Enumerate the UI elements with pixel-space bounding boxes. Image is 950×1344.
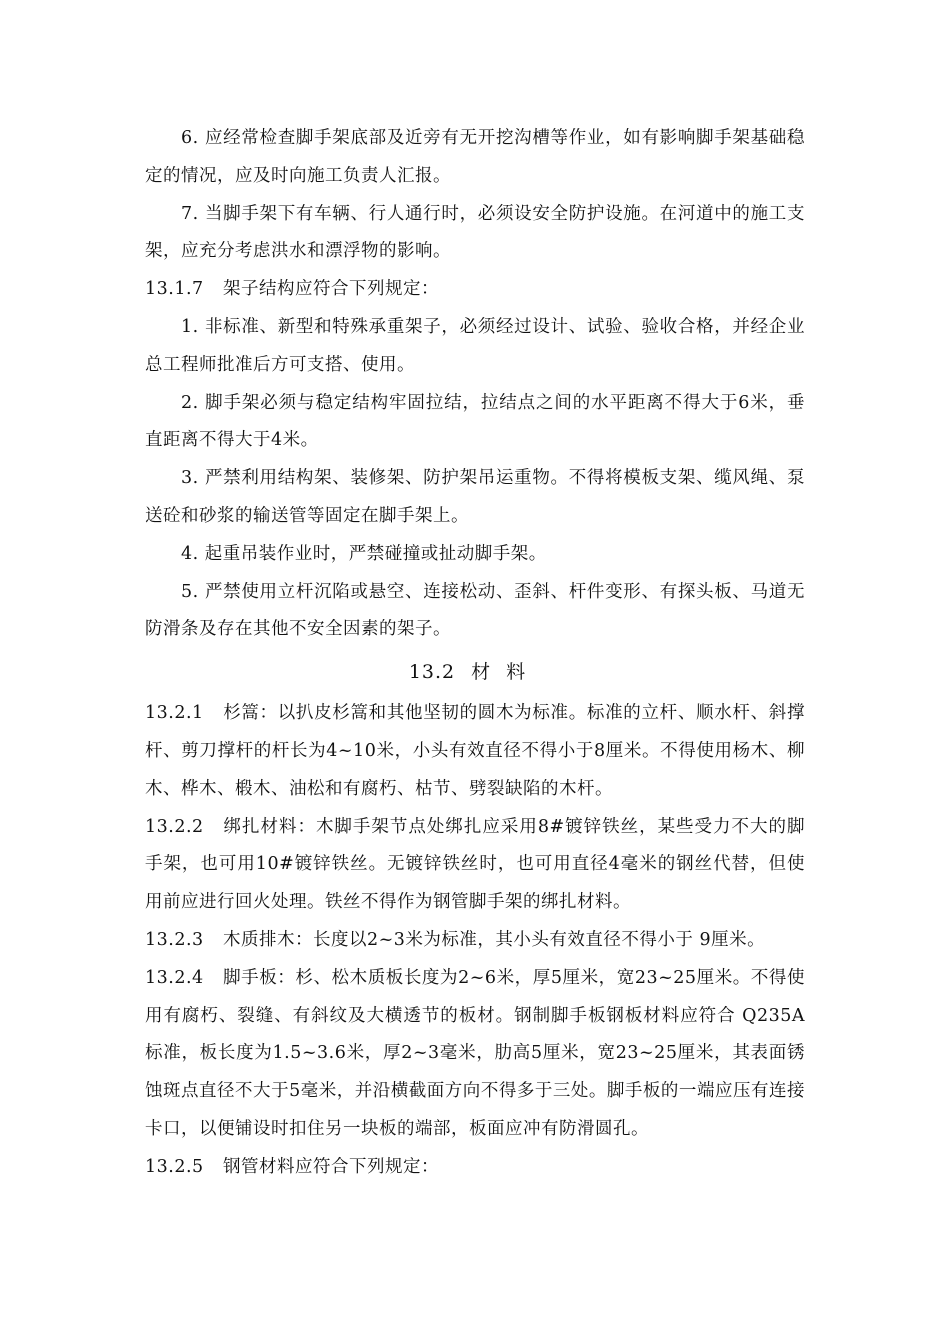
item-number: 1. [181, 316, 199, 337]
list-item-1 [145, 309, 805, 385]
list-item-2 [145, 385, 805, 461]
clause-number: 13.2.5 [145, 1156, 204, 1177]
item-number: 5. [181, 581, 199, 602]
document-body [145, 120, 805, 1187]
item-number: 4. [181, 543, 199, 564]
clause-13-2-4 [145, 960, 805, 1149]
section-heading [145, 649, 805, 695]
clause-13-2-1 [145, 695, 805, 808]
clause-number: 13.2.3 [145, 929, 204, 950]
clause-number: 13.2.1 [145, 703, 204, 724]
item-text: 脚手架必须与稳定结构牢固拉结，拉结点之间的水平距离不得大于6米，垂直距离不得大于4米。 [145, 392, 805, 451]
clause-13-1-7 [145, 271, 805, 309]
item-number: 2. [181, 392, 199, 413]
list-item-5 [145, 574, 805, 650]
clause-13-2-2 [145, 809, 805, 922]
clause-text: 绑扎材料：木脚手架节点处绑扎应采用8#镀锌铁丝，某些受力不大的脚手架，也可用10#镀锌铁丝。无镀锌铁丝时，也可用直径4毫米的钢丝代替，但使用前应进行回火处理。铁丝不得作为钢管脚手架的绑扎材料。 [145, 816, 805, 913]
list-item-4 [145, 536, 805, 574]
section-number: 13.2 [408, 661, 456, 684]
item-number: 6. [181, 128, 199, 148]
clause-text: 杉篙：以扒皮杉篙和其他坚韧的圆木为标准。标准的立杆、顺水杆、斜撑杆、剪刀撑杆的杆长为4~10米，小头有效直径不得小于8厘米。不得使用杨木、柳木、桦木、椴木、油松和有腐朽、枯节、劈裂缺陷的木杆。 [145, 703, 805, 799]
item-text: 应经常检查脚手架底部及近旁有无开挖沟槽等作业，如有影响脚手架基础稳定的情况，应及时向施工负责人汇报。 [145, 128, 805, 186]
clause-text: 钢管材料应符合下列规定： [223, 1156, 439, 1177]
list-item-3 [145, 460, 805, 536]
item-number: 7. [181, 203, 199, 224]
clause-text: 脚手板：杉、松木质板长度为2~6米，厚5厘米，宽23~25厘米。不得使用有腐朽、裂缝、有斜纹及大横透节的板材。钢制脚手板钢板材料应符合 Q235A标准，板长度为1.5~3.6米，厚2~3毫米，肋高5厘米，宽23~25厘米，其表面锈蚀斑点直径不大于5毫米，并沿横截面方向不得多于三处。脚手板的一端应压有连接卡口，以便铺设时扣住另一块板的端部，板面应冲有防滑圆孔。 [145, 967, 805, 1139]
clause-number: 13.2.2 [145, 816, 204, 837]
item-text: 非标准、新型和特殊承重架子，必须经过设计、试验、验收合格，并经企业总工程师批准后方可支搭、使用。 [145, 316, 805, 375]
clause-text: 木质排木：长度以2~3米为标准，其小头有效直径不得小于 9厘米。 [223, 929, 766, 950]
clause-13-2-3 [145, 922, 805, 960]
clause-text: 架子结构应符合下列规定： [223, 279, 439, 300]
list-item-6 [145, 120, 805, 196]
item-text: 起重吊装作业时，严禁碰撞或扯动脚手架。 [204, 543, 547, 564]
item-text: 当脚手架下有车辆、行人通行时，必须设安全防护设施。在河道中的施工支架，应充分考虑洪水和漂浮物的影响。 [145, 203, 805, 262]
clause-13-2-5 [145, 1149, 805, 1187]
clause-number: 13.1.7 [145, 279, 204, 300]
item-number: 3. [181, 468, 199, 489]
section-title: 材料 [471, 661, 542, 684]
list-item-7 [145, 196, 805, 272]
clause-number: 13.2.4 [145, 967, 204, 988]
item-text: 严禁利用结构架、装修架、防护架吊运重物。不得将模板支架、缆风绳、泵送砼和砂浆的输送管等固定在脚手架上。 [145, 468, 805, 526]
item-text: 严禁使用立杆沉陷或悬空、连接松动、歪斜、杆件变形、有探头板、马道无防滑条及存在其他不安全因素的架子。 [145, 581, 805, 640]
